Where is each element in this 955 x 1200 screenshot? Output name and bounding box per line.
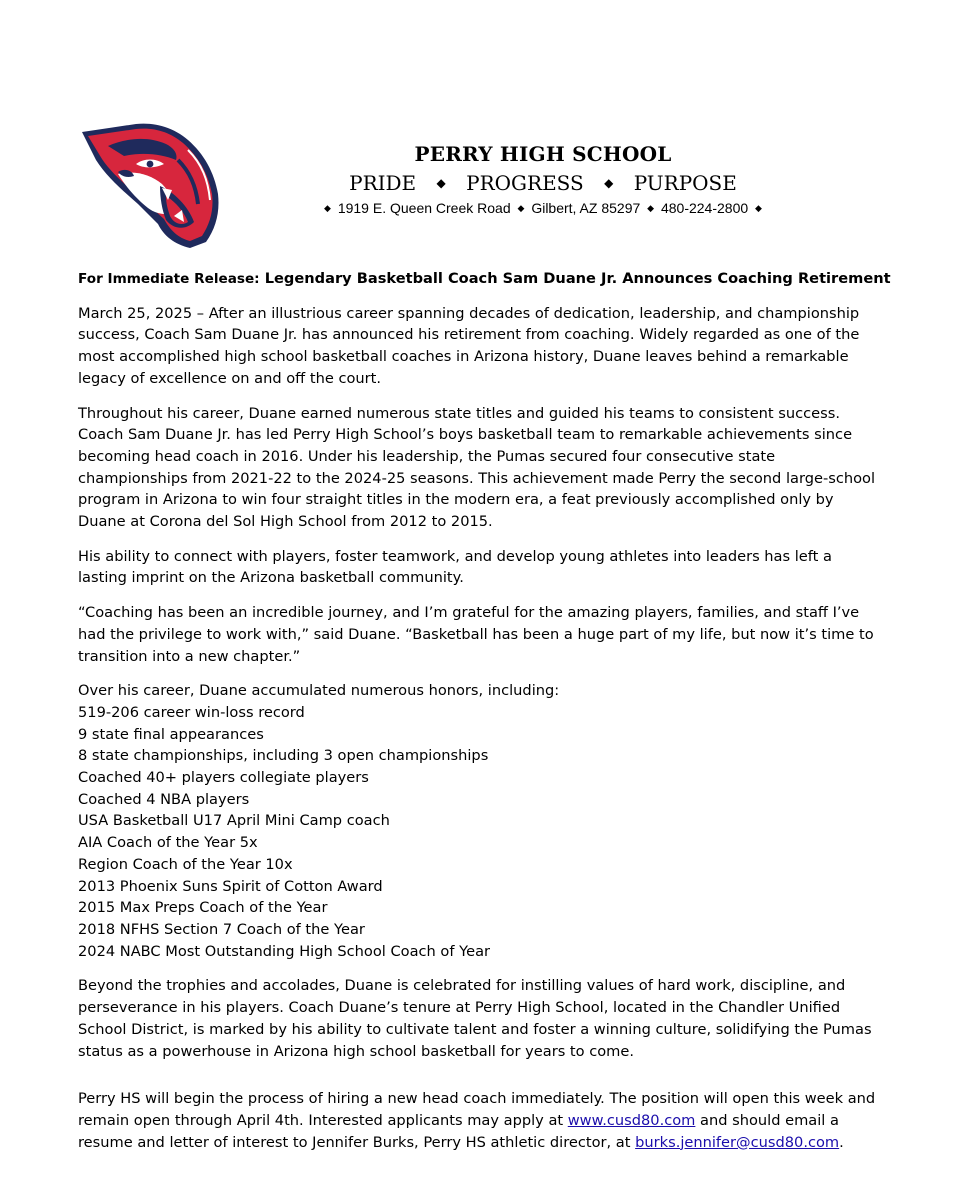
honors-list: [78, 680, 878, 962]
press-release-body: [78, 268, 891, 1166]
email-link[interactable]: burks.jennifer@cusd80.com: [635, 1133, 840, 1151]
address-city: Gilbert, AZ 85297: [531, 200, 641, 216]
diamond-separator-icon: ◆: [755, 203, 762, 213]
school-address: [308, 200, 778, 216]
honor-item: AIA Coach of the Year 5x: [78, 834, 258, 852]
honor-item: 519-206 career win-loss record: [78, 703, 305, 721]
honor-item: 2024 NABC Most Outstanding High School Coach of Year: [78, 942, 491, 960]
school-motto: [308, 171, 778, 195]
hiring-text: Perry HS will begin the process of hiring a new head coach immediately. The position will open this week and remain open through April 4th. Interested applicants may apply at: [78, 1090, 876, 1129]
diamond-separator-icon: ◆: [324, 203, 331, 213]
paragraph-impact: His ability to connect with players, foster teamwork, and develop young athletes into leaders has left a lasting imprint on the Arizona basketball community.: [78, 547, 832, 587]
address-street: 1919 E. Queen Creek Road: [337, 200, 511, 216]
letterhead: [78, 120, 878, 250]
school-name: PERRY HIGH SCHOOL: [414, 142, 672, 166]
headline: [78, 268, 891, 291]
paragraph-hiring: [78, 1088, 878, 1153]
diamond-separator-icon: ◆: [647, 203, 655, 213]
motto-word: PRIDE: [349, 171, 417, 195]
paragraph-legacy: Beyond the trophies and accolades, Duane is celebrated for instilling values of hard work, discipline, and perseverance in his players. Coach Duane’s tenure at Perry High School, located in the Chandler Unified School District, is marked by his ability to cultivate talent and foster a winning culture, solidifying the Pumas status as a powerhouse in Arizona high school basketball for years to come.: [78, 977, 872, 1060]
paragraph-quote: “Coaching has been an incredible journey, and I’m grateful for the amazing players, families, and staff I’ve had the privilege to work with,” said Duane. “Basketball has been a huge part of my life, but now it’s time to transition into a new chapter.”: [78, 604, 874, 665]
honor-item: Coached 4 NBA players: [78, 790, 250, 808]
honor-item: 2015 Max Preps Coach of the Year: [78, 899, 328, 917]
hiring-text: .: [839, 1133, 844, 1151]
motto-word: PURPOSE: [633, 171, 737, 195]
headline-title: Legendary Basketball Coach Sam Duane Jr. Announces Coaching Retirement: [264, 270, 891, 287]
honor-item: 8 state championships, including 3 open championships: [78, 747, 489, 765]
honors-intro: Over his career, Duane accumulated numerous honors, including:: [78, 682, 560, 700]
paragraph-announcement: March 25, 2025 – After an illustrious career spanning decades of dedication, leadership, and championship success, Coach Sam Duane Jr. has announced his retirement from coaching. Widely regarded as one of the most accomplished high school basketball coaches in Arizona history, Duane leaves behind a remarkable legacy of excellence on and off the court.: [78, 304, 860, 387]
honor-item: Region Coach of the Year 10x: [78, 855, 293, 873]
hiring-text: and should email a resume and letter of interest to Jennifer Burks, Perry HS athletic director, at: [78, 1111, 839, 1151]
website-link[interactable]: www.cusd80.com: [567, 1111, 696, 1129]
diamond-separator-icon: ◆: [436, 175, 446, 190]
paragraph-career: Throughout his career, Duane earned numerous state titles and guided his teams to consistent success. Coach Sam Duane Jr. has led Perry High School’s boys basketball team to remarkable achievements since becoming head coach in 2016. Under his leadership, the Pumas secured four consecutive state championships from 2021-22 to the 2024-25 seasons. This achievement made Perry the second large-school program in Arizona to win four straight titles in the modern era, a feat previously accomplished only by Duane at Corona del Sol High School from 2012 to 2015.: [78, 404, 875, 531]
honor-item: Coached 40+ players collegiate players: [78, 769, 369, 787]
motto-word: PROGRESS: [466, 171, 584, 195]
honor-item: USA Basketball U17 April Mini Camp coach: [78, 812, 390, 830]
diamond-separator-icon: ◆: [517, 203, 525, 213]
letterhead-text: [308, 142, 778, 216]
address-phone: 480-224-2800: [660, 200, 749, 216]
honor-item: 2013 Phoenix Suns Spirit of Cotton Award: [78, 877, 383, 895]
honor-item: 2018 NFHS Section 7 Coach of the Year: [78, 920, 365, 938]
honor-item: 9 state final appearances: [78, 725, 264, 743]
puma-mascot-icon: [78, 120, 220, 250]
diamond-separator-icon: ◆: [604, 175, 614, 190]
release-label: For Immediate Release:: [78, 271, 260, 287]
